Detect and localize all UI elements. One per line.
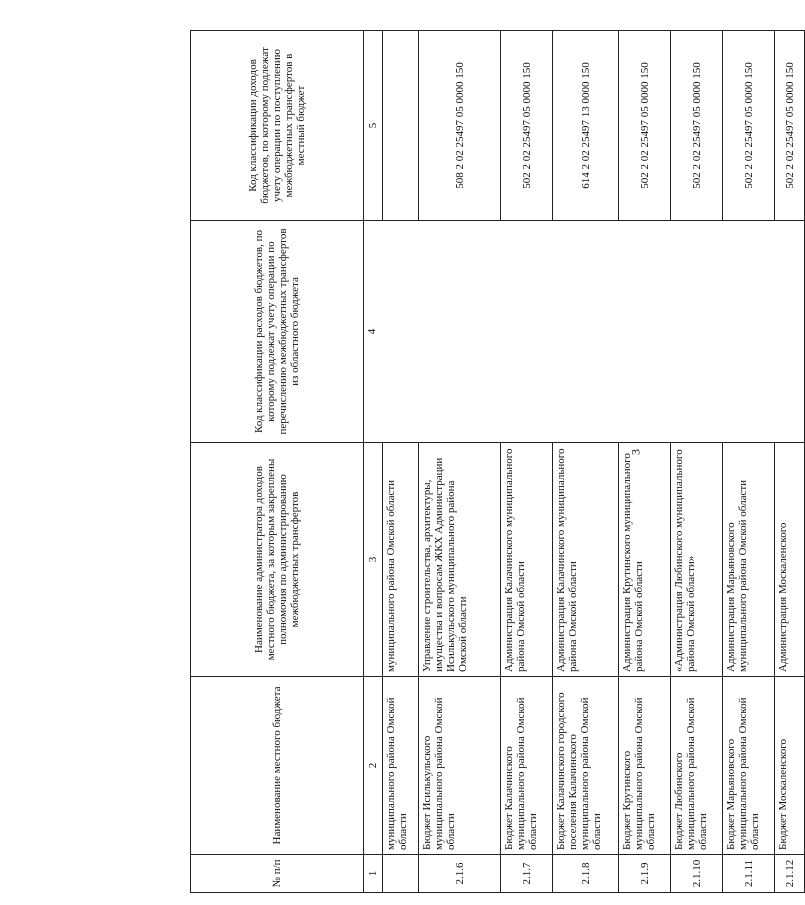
table-row [419, 31, 501, 893]
row-budget: Бюджет Москаленского [775, 677, 805, 855]
table-row [501, 31, 553, 893]
row-income-code: 502 2 02 25497 05 0000 150 [501, 31, 553, 221]
table-row [775, 31, 805, 893]
row-admin: муниципального района Омской области [383, 443, 419, 677]
row-num: 2.1.10 [671, 855, 723, 893]
row-admin: Администрация Калачинского муниципального района Омской области [501, 443, 553, 677]
transfers-table [190, 30, 805, 893]
row-num: 2.1.8 [553, 855, 619, 893]
row-admin: Администрация Крутинского муниципального района Омской области [619, 443, 671, 677]
row-income-code: 502 2 02 25497 05 0000 150 [723, 31, 775, 221]
row-income-code: 508 2 02 25497 05 0000 150 [419, 31, 501, 221]
row-admin: Администрация Калачинского муниципального района Омской области [553, 443, 619, 677]
table-row [619, 31, 671, 893]
row-budget: Бюджет Исилькульского муниципального района Омской области [419, 677, 501, 855]
row-income-code: 502 2 02 25497 05 0000 150 [619, 31, 671, 221]
row-admin: Управление строительства, архитектуры, имущества и вопросам ЖКХ Администрации Исилькульского муниципального района Омской области [419, 443, 501, 677]
table-row [383, 31, 419, 893]
table-row [723, 31, 775, 893]
row-income-code [383, 31, 419, 221]
row-budget: Бюджет Крутинского муниципального района Омской области [619, 677, 671, 855]
row-num: 2.1.9 [619, 855, 671, 893]
page-number: 3 [628, 449, 643, 455]
row-admin: «Администрация Любинского муниципального района Омской области» [671, 443, 723, 677]
row-num: 2.1.12 [775, 855, 805, 893]
column-index-row [364, 31, 383, 893]
row-budget: Бюджет Марьяновского муниципального района Омской области [723, 677, 775, 855]
column-index: 5 [364, 31, 383, 221]
table-header-row [191, 31, 364, 893]
table-row [671, 31, 723, 893]
row-num [383, 855, 419, 893]
row-budget: Бюджет Калачинского городского поселения Калачинского муниципального района Омской области [553, 677, 619, 855]
rotated-table-wrapper [190, 3, 796, 893]
table-row [553, 31, 619, 893]
row-budget: Бюджет Любинского муниципального района Омской области [671, 677, 723, 855]
row-income-code: 502 2 02 25497 05 0000 150 [671, 31, 723, 221]
row-num: 2.1.11 [723, 855, 775, 893]
header-expense-code: Код классификации расходов бюджетов, по которому подлежат учету операции по перечислению межбюджетных трансфертов из областного бюджета [191, 221, 364, 443]
column-index: 2 [364, 677, 383, 855]
row-budget: Бюджет Калачинского муниципального района Омской области [501, 677, 553, 855]
header-num: № п/п [191, 855, 364, 893]
header-budget: Наименование местного бюджета [191, 677, 364, 855]
column-index: 4 [364, 221, 805, 443]
row-income-code: 502 2 02 25497 05 0000 150 [775, 31, 805, 221]
row-budget: муниципального района Омской области [383, 677, 419, 855]
row-income-code: 614 2 02 25497 13 0000 150 [553, 31, 619, 221]
header-income-code: Код классификации доходов бюджетов, по которому подлежат учету операции по поступлению межбюджетных трансфертов в местный бюджет [191, 31, 364, 221]
row-admin: Администрация Марьяновского муниципального района Омской области [723, 443, 775, 677]
column-index: 3 [364, 443, 383, 677]
row-admin: Администрация Москаленского [775, 443, 805, 677]
column-index: 1 [364, 855, 383, 893]
header-admin: Наименование администратора доходов местного бюджета, за которым закреплены полномочия по администрированию межбюджетных трансфертов [191, 443, 364, 677]
row-num: 2.1.6 [419, 855, 501, 893]
row-num: 2.1.7 [501, 855, 553, 893]
